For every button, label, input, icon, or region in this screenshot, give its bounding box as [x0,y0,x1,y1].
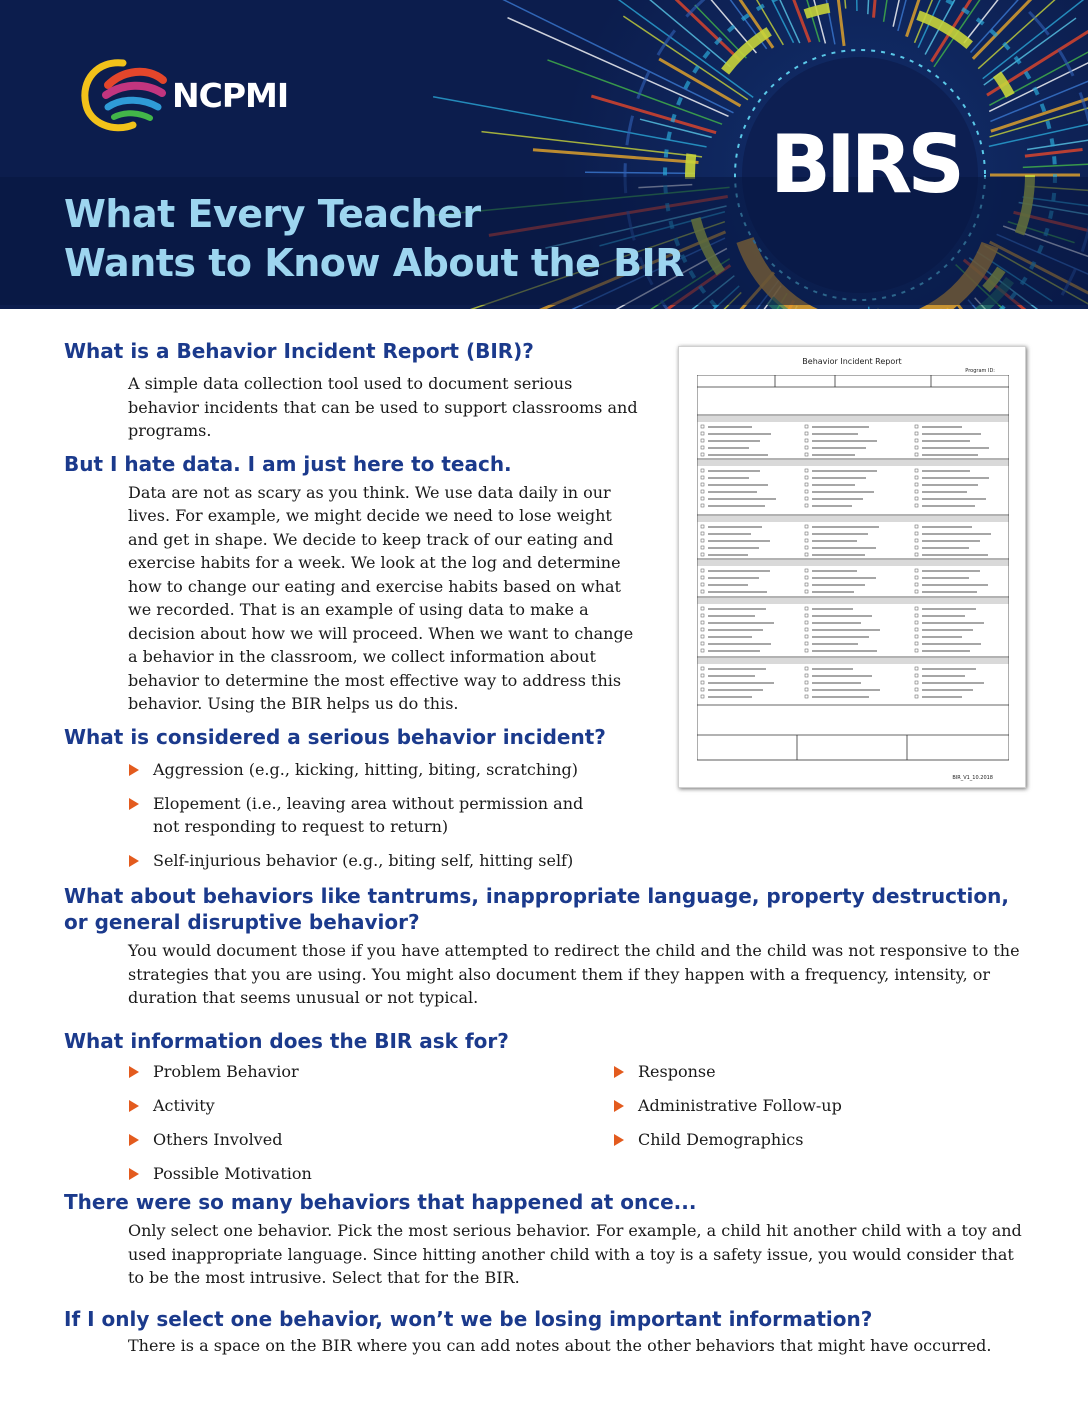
page-title [64,190,684,288]
list-item [128,792,598,839]
section-heading: If I only select one behavior, won’t we be losing important information? [64,1306,873,1331]
bullet-arrow-icon [614,1100,624,1112]
form-thumbnail-version: BIR_V1_10.2018 [952,775,993,781]
form-thumbnail-title: Behavior Incident Report [802,357,902,366]
list-item-text: Child Demographics [638,1129,804,1149]
section-body: Only select one behavior. Pick the most serious behavior. For example, a child hit another child with a toy and used inappropriate language. Since hitting another child with a toy is a safety issue, you would consider that to be the most intrusive. Select that for the BIR. [128,1221,1022,1287]
list-item [128,758,598,782]
list-item-text: Aggression (e.g., kicking, hitting, biting, scratching) [153,759,579,779]
bullet-arrow-icon [129,855,139,867]
bir-information-list-left [64,1060,549,1190]
section-heading: What is a Behavior Incident Report (BIR)? [64,339,534,363]
main-content [64,338,1034,1357]
serious-incident-list [64,758,598,873]
list-item [613,1094,1034,1118]
bullet-arrow-icon [129,764,139,776]
bullet-arrow-icon [614,1134,624,1146]
section-losing-information [64,1306,1034,1358]
section-bir-information [64,1028,1034,1190]
page-title-line1: What Every Teacher [64,192,481,236]
bir-information-list-right [549,1060,1034,1190]
list-item [613,1128,1034,1152]
list-item-text: Possible Motivation [153,1163,312,1183]
form-thumbnail-program-label: Program ID: [965,368,995,374]
birs-badge: BIRS [770,118,960,211]
section-body: A simple data collection tool used to document serious behavior incidents that can be used to support classrooms and programs. [128,374,638,440]
list-item-text: Problem Behavior [153,1061,299,1081]
section-body: You would document those if you have attempted to redirect the child and the child was not responsive to the strategies that you are using. You might also document them if they happen with a frequency, intensity, or duration that seems unusual or not typical. [128,941,1020,1007]
bullet-arrow-icon [129,1134,139,1146]
list-item-text: Self-injurious behavior (e.g., biting self, hitting self) [153,851,574,870]
bullet-arrow-icon [614,1066,624,1078]
section-heading: But I hate data. I am just here to teach. [64,451,512,476]
list-item [128,1128,549,1152]
list-item-text: Activity [153,1095,215,1115]
section-body: There is a space on the BIR where you can add notes about the other behaviors that might have occurred. [128,1335,992,1355]
list-item [613,1060,1034,1084]
header-banner [0,0,1088,309]
page-title-line2: Wants to Know About the BIR [64,241,684,285]
list-item [128,849,598,873]
bir-information-columns [64,1060,1034,1190]
list-item-text: Response [638,1061,716,1081]
section-other-behaviors [64,883,1034,1010]
section-heading: There were so many behaviors that happened at once... [64,1190,697,1214]
section-many-behaviors [64,1189,1034,1290]
section-body: Data are not as scary as you think. We use data daily in our lives. For example, we might decide we need to lose weight and get in shape. We decide to keep track of our eating and exercise habits for a week. We look at the log and determine how to change our eating and exercise habits based on what we recorded. That is an example of using data to make a decision about how we will proceed. When we want to change a behavior in the classroom, we collect information about behavior to determine the most effective way to address this behavior. Using the BIR helps us do this. [128,482,634,713]
section-heading: What is considered a serious behavior incident? [64,724,606,749]
bullet-arrow-icon [129,1100,139,1112]
section-hate-data [64,451,1034,716]
section-what-is-bir [64,338,1034,443]
section-serious-incident [64,724,1034,873]
bullet-arrow-icon [129,1168,139,1180]
logo-text: NCPMI [172,76,289,115]
bullet-arrow-icon [129,798,139,810]
list-item-text: Administrative Follow-up [638,1095,842,1115]
bullet-arrow-icon [129,1066,139,1078]
list-item-text: Others Involved [153,1129,283,1149]
list-item-text: Elopement (i.e., leaving area without permission and not responding to request to return) [153,793,584,836]
section-heading: What about behaviors like tantrums, inappropriate language, property destruction, or general disruptive behavior? [64,884,1009,934]
section-heading: What information does the BIR ask for? [64,1028,509,1053]
list-item [128,1094,549,1118]
list-item [128,1162,549,1186]
list-item [128,1060,549,1084]
